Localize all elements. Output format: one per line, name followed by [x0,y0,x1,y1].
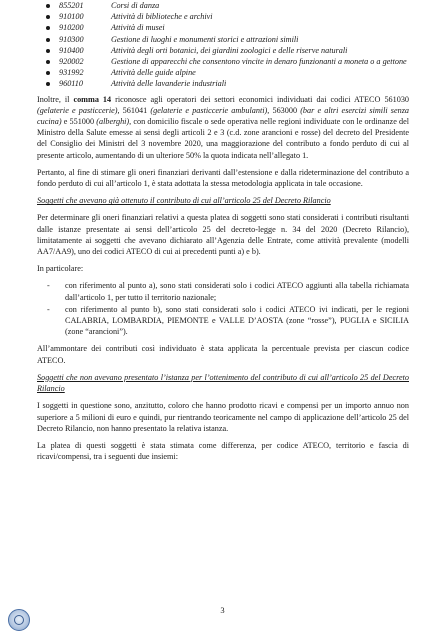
section-heading: Soggetti che non avevano presentato l’istanza per l’ottenimento del contributo di cui all’articolo 25 del Decreto Rilancio [37,372,409,394]
paragraph-ammontare: All’ammontare dei contributi così individuato è stata applicata la percentuale prevista per ciascun codice ATECO. [37,344,409,365]
paragraph-methodology: Pertanto, al fine di stimare gli oneri finanziari derivanti dall’estensione e dalla rideterminazione del contributo a fondo perduto di cui all’articolo 1, è stata adottata la stessa metodologia applicata in tale occasione. [37,167,409,189]
bullet-icon [46,26,50,30]
document-body [37,0,409,468]
list-item: 910100 Attività di biblioteche e archivi [37,11,409,22]
list-item: 920002 Gestione di apparecchi che consentono vincite in denaro funzionanti a moneta o a gettone [37,56,409,67]
bullet-icon [46,82,50,86]
paragraph-in-particolare: In particolare: [37,264,84,274]
section-heading: Soggetti che avevano già ottenuto il contributo di cui all’articolo 25 del Decreto Rilancio [37,196,331,206]
list-item: - con riferimento al punto a), sono stati considerati solo i codici ATECO aggiunti alla tabella richiamata dall’articolo 1, per tutto il territorio nazionale; [47,281,409,302]
paragraph-oneri: Per determinare gli oneri finanziari relativi a questa platea di soggetti sono stati considerati i contributi risultanti dalle istanze presentate ai sensi dell’articolo 25 del decreto-legge n. 34 del 2020 (Decreto Rilancio), limitatamente ai soggetti che avevano dichiarato all’Agenzia delle Entrate, come attività prevalente (modelli AA7/AA9), uno dei codici ATECO di cui ai precedenti punti a) e b). [37,213,409,257]
list-item: - con riferimento al punto b), sono stati considerati solo i codici ATECO ivi indicati, per le regioni CALABRIA, LOMBARDIA, PIEMONTE e VALLE D’AOSTA (zone “rosse”), PUGLIA e SICILIA (zone “arancioni”). [47,304,409,337]
ateco-code-list [37,0,409,90]
dash-marker: - [47,304,50,314]
list-item: 910300 Gestione di luoghi e monumenti storici e attrazioni simili [37,34,409,45]
paragraph-platea: La platea di questi soggetti è stata stimata come differenza, per codice ATECO, territorio e fascia di ricavi/compensi, tra i seguenti due insiemi: [37,440,409,462]
bullet-icon [46,4,50,8]
list-item: 931992 Attività delle guide alpine [37,67,409,78]
bullet-icon [46,49,50,53]
paragraph-soggetti: I soggetti in questione sono, anzitutto, coloro che hanno prodotto ricavi e compensi per un importo annuo non superiore a 5 milioni di euro e quindi, pur rientrando teoricamente nel campo di applicazione dell’articolo 25 del Decreto Rilancio, non hanno presentato la relativa istanza. [37,401,409,433]
page-number: 3 [220,605,225,615]
list-item: 960110 Attività delle lavanderie industriali [37,78,409,89]
list-item: 855201 Corsi di danza [37,0,409,11]
bullet-icon [46,60,50,64]
paragraph-comma-14: Inoltre, il comma 14 riconosce agli operatori dei settori economici individuati dai codici ATECO 561030 (gelaterie e pasticcerie), 561041 (gelaterie e pasticcerie ambulanti), 563000 (bar e altri esercizi simili senza cucina) e 551000 (alberghi), con domicilio fiscale o sede operativa nelle regioni individuate con le ordinanze del Ministro della Salute emesse ai sensi degli articoli 2 e 3 (c.d. zone arancioni e rosse) del decreto del Presidente del Consiglio dei Ministri del 3 novembre 2020, una maggiorazione del contributo a fondo perduto di cui al presente articolo, aumentando di un ulteriore 50% la quota indicata nell’allegato 1. [37,94,410,160]
bullet-icon [46,71,50,75]
list-item: 910400 Attività degli orti botanici, dei giardini zoologici e delle riserve naturali [37,45,409,56]
dash-list [37,280,409,337]
dash-marker: - [47,281,50,291]
list-item: 910200 Attività di musei [37,22,409,33]
bullet-icon [46,15,50,19]
bullet-icon [46,38,50,42]
